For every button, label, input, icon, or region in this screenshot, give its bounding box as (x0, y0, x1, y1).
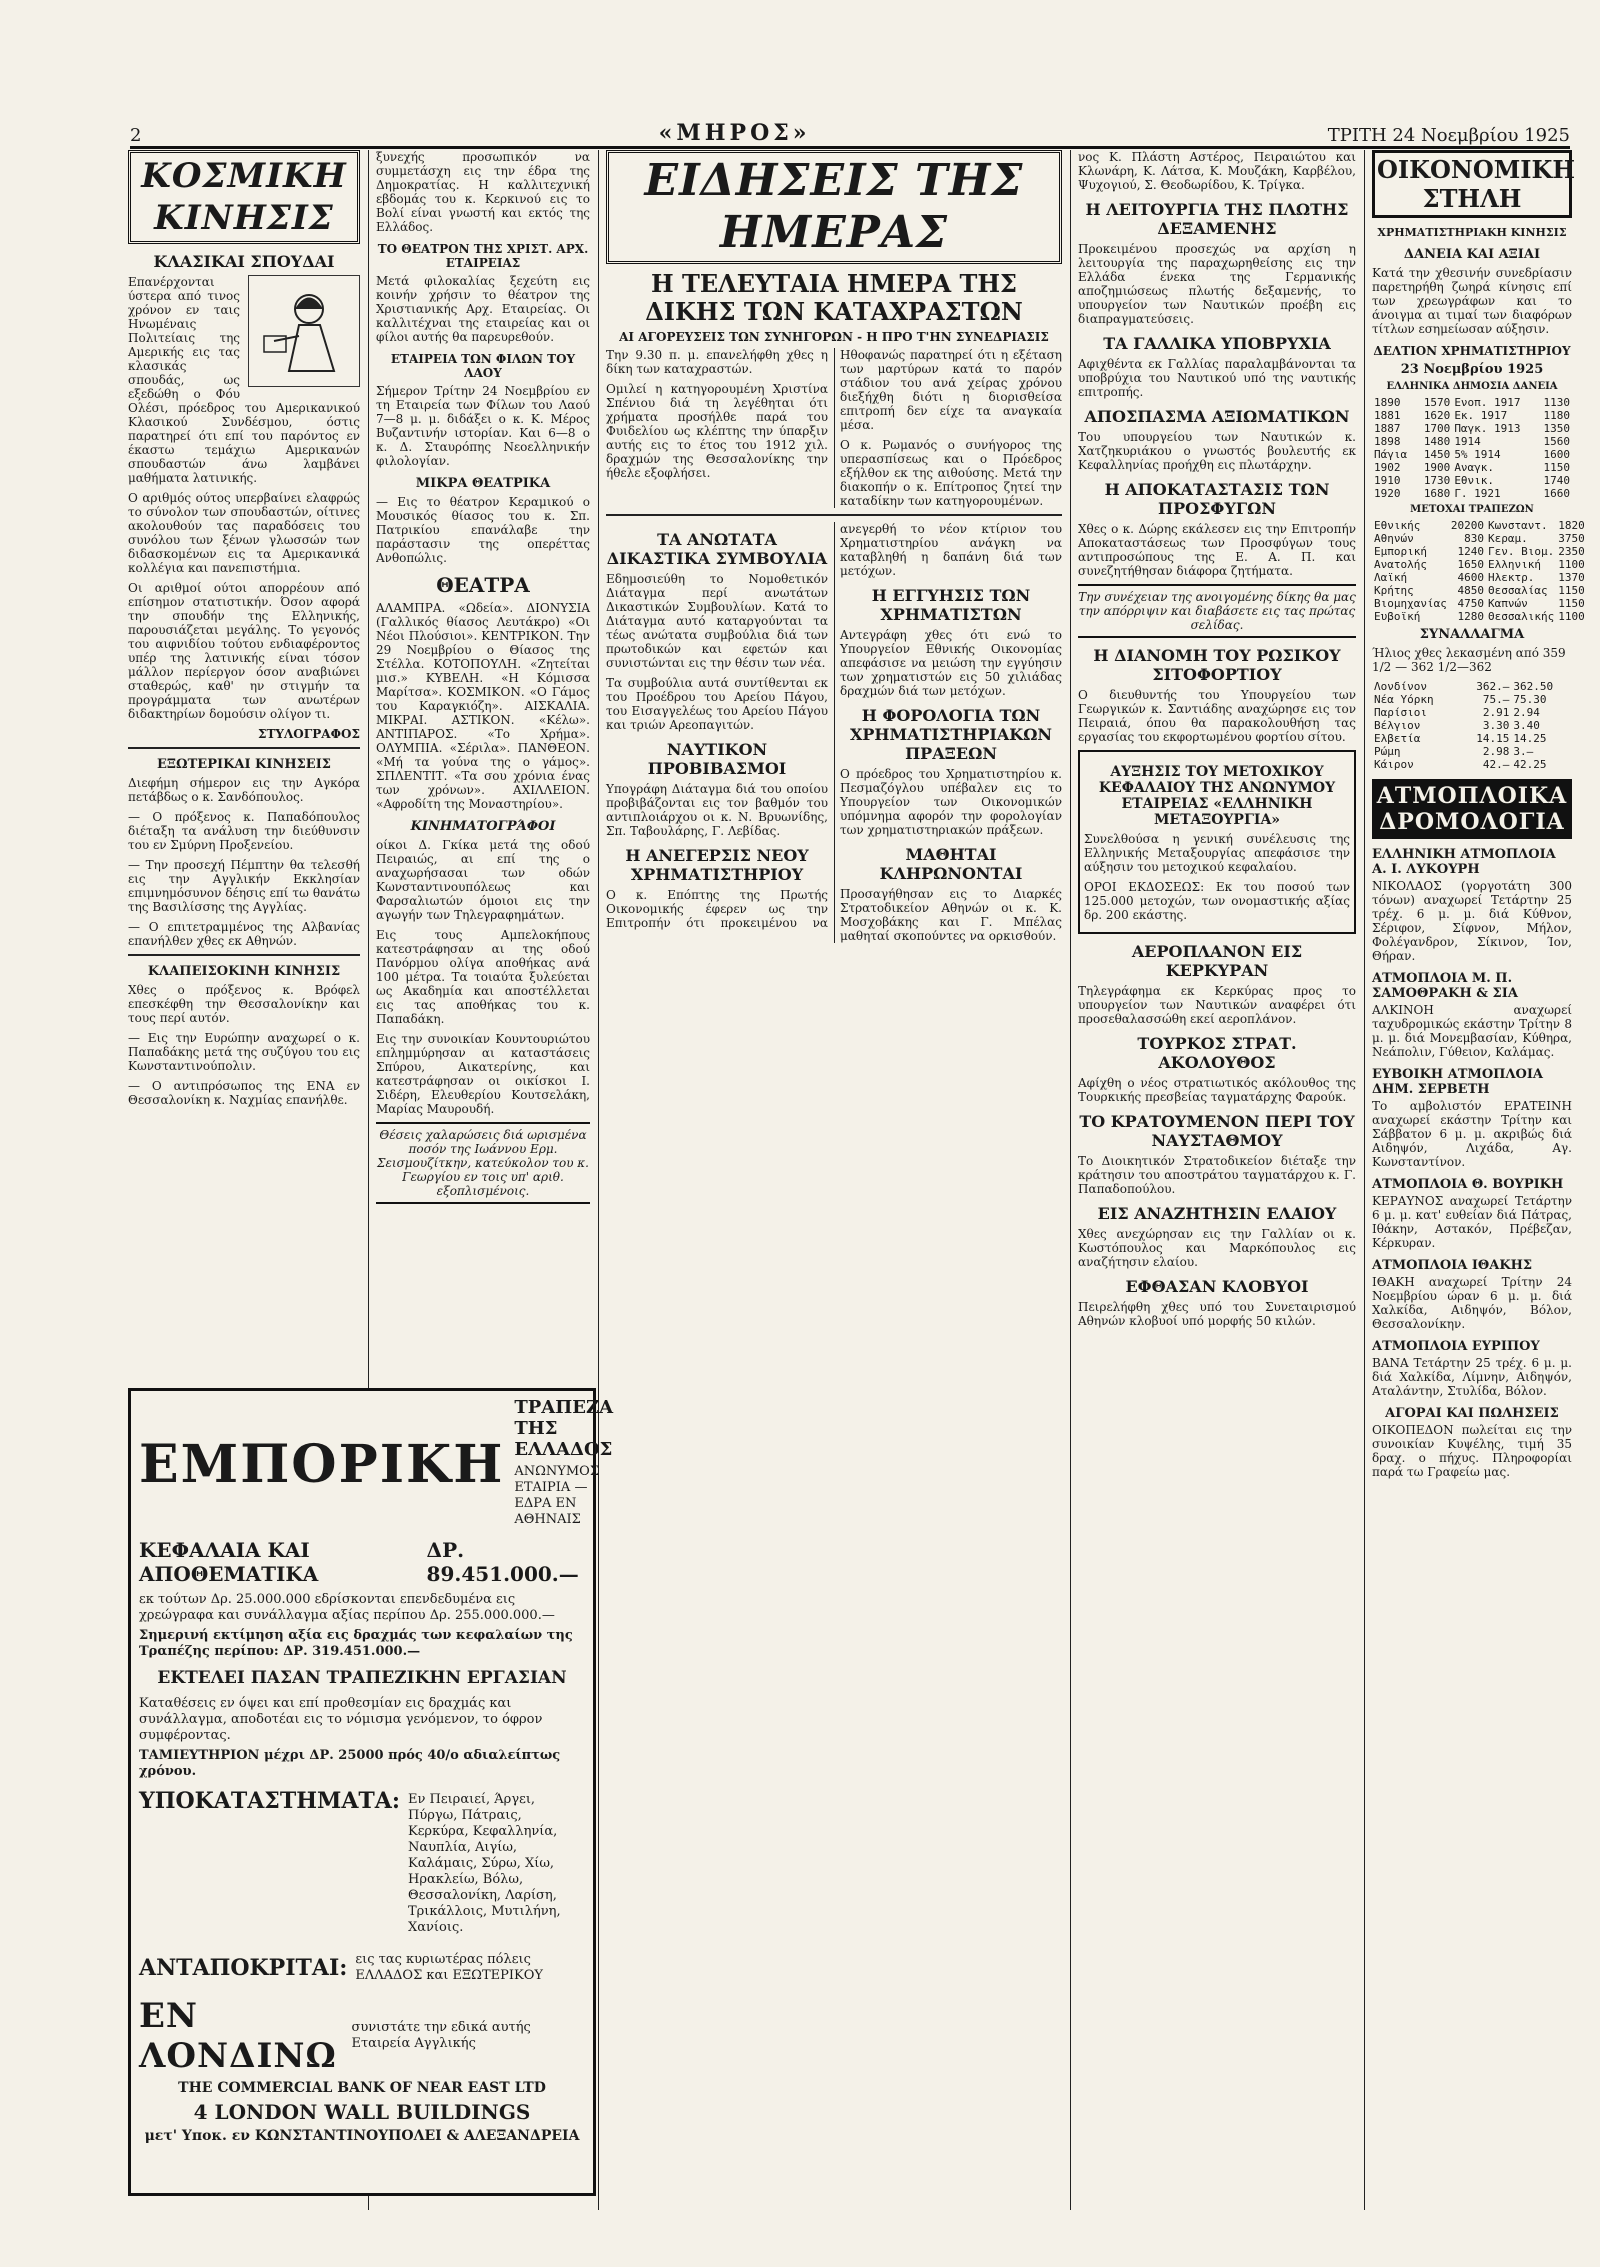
investment-text: εκ τούτων Δρ. 25.000.000 εδρίσκονται επενδεδυμένα εις χρεώγραφα και συνάλλαγμα αξίας περίπου Δρ. 255.000.000.— (139, 1592, 555, 1623)
paragraph: — Εις την Ευρώπην αναχωρεί ο κ. Παπαδάκης μετά της συζύγου του εις Κωνσταντινούπολιν. (128, 1031, 360, 1073)
table-cell: Ηλεκτρ. (1487, 571, 1535, 584)
capital-row (139, 1538, 585, 1586)
table-row (1372, 680, 1572, 693)
table-cell: 1180 (1543, 409, 1570, 422)
paragraph: Συνελθούσα η γενική συνέλευσις της Ελληνικής Μεταξουργίας απεφάσισε την αύξησιν του μετοχικού κεφαλαίου. (1084, 832, 1350, 874)
paragraph: Προσαγήθησαν εις το Διαρκές Στρατοδικείον Αθηνών οι κ. Κ. Μοσχοβάκης και Γ. Μπέλας μαθηταί σκοπούντες να ορκισθούν. (840, 887, 1062, 943)
table-row (1372, 474, 1572, 487)
table-row (1372, 693, 1572, 706)
table-cell: 1150 (1558, 597, 1585, 610)
table-cell: 1600 (1543, 448, 1570, 461)
article-headline: ΜΑΘΗΤΑΙ ΚΛΗΡΩΝΟΝΤΑΙ (879, 845, 1023, 883)
article-headline: ΕΤΑΙΡΕΙΑ ΤΩΝ ΦΙΛΩΝ ΤΟΥ ΛΑΟΥ (390, 352, 576, 380)
london-text: συνιστάτε την εδικά αυτής Εταιρεία Αγγλικής (351, 2020, 531, 2051)
bulletin-headline: ΔΕΛΤΙΟΝ ΧΡΗΜΑΤΙΣΤΗΡΙΟΥ (1373, 344, 1571, 358)
notice-headline: ΑΥΞΗΣΙΣ ΤΟΥ ΜΕΤΟΧΙΚΟΥ ΚΕΦΑΛΑΙΟΥ ΤΗΣ ΑΝΩΝΥΜΟΥ ΕΤΑΙΡΕΙΑΣ «ΕΛΛΗΝΙΚΗ ΜΕΤΑΞΟΥΡΓΙΑ» (1098, 764, 1336, 828)
notice-box: Την συνέχειαν της ανοιγομένης δίκης θα μας την απόρριψιν και διαβάσετε εις τας πρώτας σελίδας. (1078, 584, 1356, 638)
article-headline: ΤΑ ΑΝΩΤΑΤΑ ΔΙΚΑΣΤΙΚΑ ΣΥΜΒΟΥΛΙΑ (606, 530, 828, 568)
table-cell: 1560 (1543, 435, 1570, 448)
main-headline: Η ΤΕΛΕΥΤΑΙΑ ΗΜΕΡΑ ΤΗΣ ΔΙΚΗΣ ΤΩΝ ΚΑΤΑΧΡΑΣΤΩΝ (645, 269, 1023, 326)
table-cell: 1887 (1374, 422, 1401, 435)
table-cell: 1130 (1543, 396, 1570, 409)
table-cell: Θεσσαλίας (1487, 584, 1548, 597)
table-cell: Ανατολής (1374, 558, 1427, 571)
shipping-line-heading: ΑΤΜΟΠΛΟΙΑ ΙΘΑΚΗΣ (1372, 1258, 1533, 1273)
paragraph: Προκειμένου προσεχώς να αρχίση η λειτουργία της παραχωρηθείσης εις την Ελλάδα ένεκα της Γερμανικής αποζημιώσεως πλωτής δεξαμενής, το υπουργείον των Ναυτικών προέβη εις διαπραγματεύσεις. (1078, 242, 1356, 326)
paper-name: «ΜΗΡΟΣ» (658, 120, 811, 146)
table-cell: 1100 (1558, 610, 1585, 623)
table-cell: Λονδίνον (1374, 680, 1427, 693)
paragraph: Χθες ο κ. Δώρης εκάλεσεν εις την Επιτροπήν Αποκαταστάσεως των Προσφύγων τους αντιπροσώπους της Ε. Α. Π. και συνεζητήθησαν διάφορα ζητήματα. (1078, 522, 1356, 578)
paragraph: Επανέρχονται ύστερα από τινος χρόνον εν ταις Ηνωμέναις Πολιτείαις της Αμερικής εις τας κλασικάς σπουδάς, ως εξεδώθη ο Φόυ Ολέσι, πρόεδρος του Αμερικανικού Κλασικού Συνδέσμου, όστις παρατηρεί ότι επί του παρόντος εν έκαστω τεμάχιω Αμερικανών σπουδαστών άνω λαμβάνει μαθήματα λατινικής. (128, 275, 360, 485)
paragraph: ΑΛΑΜΠΡΑ. «Ωδεία». ΔΙΟΝΥΣΙΑ (Γαλλικός θίασος Λευτάκρο) «Οι Νέοι Πλούσιοι». ΚΕΝΤΡΙΚΟΝ. Την 29 Νοεμβρίου ο Θίασος της Στέλλα. ΚΟΤΟΠΟΥΛΗ. «Ζητείται μισ.» ΚΥΒΕΛΗ. «Η Κόμισσα Μαρίτσα». ΚΟΣΜΙΚΟΝ. «Ο Γάμος του Καραγκιόζη». ΑΙΣΚΑΛΙΑ. ΜΙΚΡΑΙ. ΑΣΤΙΚΟΝ. «Κέλω». ΑΝΤΙΠΑΡΟΣ. «Το Χρήμα». ΟΛΥΜΠΙΑ. «Σέριλα». ΠΑΝΘΕΟΝ. «Μή τα γούνα της ο γάμος». ΣΠΛΕΝΤΙΤ. «Τα σου χρόνια ένας των χρόνων». ΑΧΙΛΛΕΙΟΝ. «Αφροδίτη της Μοναστηρίου». (376, 601, 590, 811)
table-cell: Παγκ. 1913 (1454, 422, 1521, 435)
bank-name: ΕΜΠΟΡΙΚΗ (139, 1433, 505, 1495)
loans-table (1372, 396, 1572, 500)
branches-text: Εν Πειραιεί, Άργει, Πύργω, Πάτραις, Κερκύρα, Κεφαλληνία, Ναυπλία, Αιγίω, Καλάμαις, Σύρω, Χίω, Ηρακλείω, Βόλω, Θεσσαλονίκη, Λαρίση, Τρικάλλοις, Μυτιλήνη, Χανίοις. (407, 1792, 561, 1935)
table-cell: Κάιρον (1374, 758, 1414, 771)
paragraph: Ο κ. Ρωμανός ο συνήγορος της υπερασπίσεως και ο Πρόεδρος εξήλθον εκ της αιθούσης. Μετά την διακοπήν ο κ. Επίτροπος ζητεί την καταδίκην των κατηγορουμένων. (840, 438, 1062, 508)
table-cell: 20200 (1450, 519, 1484, 532)
table-row (1372, 706, 1572, 719)
shipping-line-heading: ΕΥΒΟΙΚΗ ΑΤΜΟΠΛΟΙΑ ΔΗΜ. ΣΕΡΒΕΤΗ (1372, 1067, 1544, 1097)
article-headline: ΕΞΩΤΕΡΙΚΑΙ ΚΙΝΗΣΕΙΣ (157, 757, 331, 772)
divider (128, 954, 360, 956)
savings-text: ΤΑΜΙΕΥΤΗΡΙΟΝ μέχρι ΔΡ. 25000 πρός 40/ο αδιαλείπτως χρόνου. (139, 1748, 561, 1779)
main-subheadline: ΑΙ ΑΓΟΡΕΥΣΕΙΣ ΤΩΝ ΣΥΝΗΓΟΡΩΝ - Η ΠΡΟ Τ'ΗΝ ΣΥΝΕΔΡΙΑΣΙΣ (619, 330, 1049, 344)
article-headline: Η ΑΝΕΓΕΡΣΙΣ ΝΕΟΥ ΧΡΗΜΑΤΙΣΤΗΡΙΟΥ (625, 846, 809, 884)
table-cell: 1150 (1558, 584, 1585, 597)
paragraph: Εδημοσιεύθη το Νομοθετικόν Διάταγμα περί ανωτάτων Δικαστικών Συμβουλίων. Κατά το Διάταγμα αυτό καταργούνται τα τέως ανώτατα συμβούλια διά των πρωτοδικών και εφετών και συνιστώνται εις την θέσιν των νέα. (606, 572, 828, 670)
paragraph: Εις τους Αμπελοκήπους κατεστράφησαν αι της οδού Πανόρμου ολίγα αποθήκας ανά 100 μέτρα. Τα τοιαύτα ξυλεύεται ως Ακαδημία και αποστέλλεται εις τας αποθήκας του κ. Παπαδάκη. (376, 928, 590, 1026)
paragraph: Ο κ. Επόπτης της Πρωτής Οικονομικής έφερεν ως την Επιτροπήν ότι προκειμένου να ανεγερθή το νέον κτίριον του Χρηματιστηρίου ανάγκη να καταβληθή η δαπάνη διά των μετόχων. (606, 522, 1062, 930)
table-cell: Λαϊκή (1374, 571, 1408, 584)
table-cell: Εθνικ. (1454, 474, 1495, 487)
masthead (130, 120, 1570, 149)
table-cell: 1881 (1374, 409, 1401, 422)
table-cell: 2350 (1558, 545, 1585, 558)
table-cell: Γεν. Βιομ. (1487, 545, 1555, 558)
paragraph: Αντεγράφη χθες ότι ενώ το Υπουργείον Εθνικής Οικονομίας απεφάσισε να μειώση την εγγύησιν των χρηματιστών εις 50 χιλιάδας δραχμών διά των μετόχων. (840, 628, 1062, 698)
table-cell: Εκ. 1917 (1454, 409, 1508, 422)
table-cell: 1890 (1374, 396, 1401, 409)
shipping-line-heading: ΑΤΜΟΠΛΟΙΑ ΕΥΡΙΠΟΥ (1372, 1339, 1540, 1354)
column-society (128, 150, 360, 1370)
article-headline: Η ΦΟΡΟΛΟΓΙΑ ΤΩΝ ΧΡΗΜΑΤΙΣΤΗΡΙΑΚΩΝ ΠΡΑΞΕΩΝ (849, 706, 1053, 763)
article-headline: ΔΑΝΕΙΑ ΚΑΙ ΑΞΙΑΙ (1403, 247, 1541, 262)
table-cell: 1480 (1423, 435, 1451, 448)
woman-figure-icon (254, 281, 354, 381)
table-cell: 1620 (1423, 409, 1451, 422)
paragraph: Ομιλεί η κατηγορουμένη Χριστίνα Σπένιου διά τη λεγέθηται ότι χρήματα προσήλθε παρά του Φυιδελίου ως κλέπτης την ύπαρξιν αυτής εις το έτος του 1912 χιλ. δραχμών της Θεσσαλονίκης την ήθελε εξοφλήσει. (606, 382, 828, 480)
london-address: 4 LONDON WALL BUILDINGS (193, 2100, 531, 2124)
table-row (1372, 732, 1572, 745)
paragraph: — Ο πρόξενος κ. Παπαδόπουλος διέταξη τα ανάλυση την διεύθυνσιν του εν Σμύρνη Προξενείου. (128, 810, 360, 852)
table-cell: 75.— (1482, 693, 1510, 706)
article-headline: ΤΟ ΚΡΑΤΟΥΜΕΝΟΝ ΠΕΡΙ ΤΟΥ ΝΑΥΣΤΑΘΜΟΥ (1079, 1112, 1355, 1150)
paragraph: ΟΡΟΙ ΕΚΔΟΣΕΩΣ: Εκ του ποσού των 125.000 μετοχών, των ονομαστικής αξίας δρ. 200 εκάστης. (1084, 880, 1350, 922)
table-row (1372, 519, 1587, 532)
paragraph: οίκοι Δ. Γκίκα μετά της οδού Πειραιώς, αι επί της ο αναχωρήσασαι των οδών Κωνσταντινουπόλεως και Φαρσαλιωτών όμοιοι εις την αγωγήν των Τηλεγραφημάτων. (376, 838, 590, 922)
table-cell: 1910 (1374, 474, 1401, 487)
capital-label: ΚΕΦΑΛΑΙΑ ΚΑΙ ΑΠΟΘΕΜΑΤΙΚΑ (139, 1538, 319, 1586)
shipping-banner: ΑΤΜΟΠΛΟΙΚΑ ΔΡΟΜΟΛΟΓΙΑ (1372, 779, 1572, 839)
shipping-schedule: Το αμβολιστόν ΕΡΑΤΕΙΝΗ αναχωρεί εκάστην Τρίτην και Σάββατον 6 μ. μ. ακριβώς διά Αιδηψόν, Λιχάδα, Αγ. Κωνσταντίνον. (1372, 1099, 1572, 1169)
bulletin-date: 23 Νοεμβρίου 1925 (1400, 362, 1544, 377)
table-cell: Παρίσιοι (1374, 706, 1427, 719)
table-cell: 1570 (1423, 396, 1451, 409)
paragraph: Οι αριθμοί ούτοι απορρέουν από επίσημον στατιστικήν. Όσον αφορά την σπουδήν της Ελληνικής, παρουσιάζεται μεγάλης. Το γεγονός του αιφνιδίου τούτου ενδιαφέροντος υπέρ της λατινικής είναι τόσον μάλλον περίεργον όσον αναβιώνει σταθερώς, καθ' ην στιγμήν τα προγράμματα των ανωτέρων διδακτηρίων δομούσιν ολίγον τι. (128, 581, 360, 721)
paragraph: — Εις το θέατρον Κεραμικού ο Μουσικός θίασος του κ. Σπ. Πατρικίου επανάλαβε την παράστασιν της οπερέττας Ανθοπώλις. (376, 495, 590, 565)
branches-footer: μετ' Υποκ. εν ΚΩΝΣΤΑΝΤΙΝΟΥΠΟΛΕΙ & ΑΛΕΞΑΝΔΡΕΙΑ (144, 2128, 580, 2144)
paragraph: Ο αριθμός ούτος υπερβαίνει ελαφρώς το σύνολον των σπουδαστών, οίτινες ακολουθούν τας παραδόσεις του συνόλου των ξένων γλωσσών των διδασκομένων εις τα Αμερικανικά κολλέγια και πανεπιστήμια. (128, 491, 360, 575)
shipping-schedule: ΙΘΑΚΗ αναχωρεί Τρίτην 24 Νοεμβρίου ώραν 6 μ. μ. διά Χαλκίδα, Αιδηψόν, Βόλον, Θεσσαλονίκην. (1372, 1275, 1572, 1331)
table-cell: Γ. 1921 (1454, 487, 1501, 500)
article-headline: Η ΑΠΟΚΑΤΑΣΤΑΣΙΣ ΤΩΝ ΠΡΟΣΦΥΓΩΝ (1104, 480, 1330, 518)
column-rule (1070, 150, 1071, 2210)
table-cell: Ελβετία (1374, 732, 1421, 745)
table-cell: Καπνών (1487, 597, 1528, 610)
column-theatre (376, 150, 590, 1370)
london-label: ΕΝ ΛΟΝΔΙΝΩ (139, 1996, 337, 2076)
section-title: ΚΟΣΜΙΚΗ ΚΙΝΗΣΙΣ (128, 150, 360, 244)
table-cell: 362.50 (1513, 680, 1554, 693)
table-cell: Πάγια (1374, 448, 1408, 461)
table-cell: 1740 (1543, 474, 1570, 487)
article-headline: ΑΕΡΟΠΛΑΝΟΝ ΕΙΣ ΚΕΡΚΥΡΑΝ (1131, 942, 1303, 980)
table-cell: 1680 (1423, 487, 1451, 500)
table-cell: 14.25 (1513, 732, 1547, 745)
shipping-schedule: ΑΛΚΙΝΟΗ αναχωρεί ταχυδρομικώς εκάστην Τρίτην 8 μ. μ. διά Μονεμβασίαν, Κύθηρα, Νεάπολιν, Γύθειον, Καλάμας. (1372, 1003, 1572, 1059)
table-row (1372, 532, 1587, 545)
paragraph: Διεφήμη σήμερον εις την Αγκόρα πετάβδως ο κ. Σανδόπουλος. (128, 776, 360, 804)
banks-heading: ΜΕΤΟΧΑΙ ΤΡΑΠΕΖΩΝ (1410, 504, 1534, 515)
table-row (1372, 461, 1572, 474)
news-banner: ΕΙΔΗΣΕΙΣ ΤΗΣ ΗΜΕΡΑΣ (606, 150, 1062, 264)
paragraph: Τηλεγράφημα εκ Κερκύρας προς το υπουργείον των Ναυτικών αναφέρει ότι προσεθαλασσώθη εκεί αεροπλάνον. (1078, 984, 1356, 1026)
table-cell: 362.— (1476, 680, 1510, 693)
article-headline: ΧΡΗΜΑΤΙΣΤΗΡΙΑΚΗ ΚΙΝΗΣΙΣ (1377, 226, 1567, 239)
shipping-line-heading: ΕΛΛΗΝΙΚΗ ΑΤΜΟΠΛΟΙΑ Α. Ι. ΛΥΚΟΥΡΗ (1372, 847, 1556, 877)
table-row (1372, 558, 1587, 571)
column-news (606, 150, 1062, 2210)
column-news-2 (1078, 150, 1356, 2210)
loans-heading: ΕΛΛΗΝΙΚΑ ΔΗΜΟΣΙΑ ΔΑΝΕΙΑ (1386, 381, 1558, 392)
table-cell: Κεραμ. (1487, 532, 1528, 545)
shipping-schedule: ΝΙΚΟΛΑΟΣ (γοργοτάτη 300 τόνων) αναχωρεί Τετάρτην 25 τρέχ. 6 μ. μ. διά Κύθνον, Σέριφον, Σίφνον, Μήλον, Φολέγανδρον, Σίκινον, Ίον, Θήραν. (1372, 879, 1572, 963)
column-rule (1364, 150, 1365, 2210)
table-cell: Ελληνική (1487, 558, 1541, 571)
table-cell: Αναγκ. (1454, 461, 1495, 474)
paragraph: Πειρελήφθη χθες υπό του Συνεταιρισμού Αθηνών κλοβυοί υπό μορφής 50 κιλών. (1078, 1300, 1356, 1328)
article-headline: ΕΙΣ ΑΝΑΖΗΤΗΣΙΝ ΕΛΑΙΟΥ (1097, 1204, 1337, 1223)
table-row (1372, 610, 1587, 623)
table-cell: 5% 1914 (1454, 448, 1501, 461)
table-cell: Κωνσταντ. (1487, 519, 1548, 532)
table-cell: 1898 (1374, 435, 1401, 448)
article-headline: Η ΔΙΑΝΟΜΗ ΤΟΥ ΡΩΣΙΚΟΥ ΣΙΤΟΦΟΡΤΙΟΥ (1093, 646, 1341, 684)
column-rule (598, 150, 599, 2210)
article-headline: Η ΛΕΙΤΟΥΡΓΙΑ ΤΗΣ ΠΛΩΤΗΣ ΔΕΞΑΜΕΝΗΣ (1085, 200, 1349, 238)
paragraph: — Ο επιτετραμμένος της Αλβανίας επανήλθεν χθες εκ Αθηνών. (128, 920, 360, 948)
table-cell: 1900 (1423, 461, 1451, 474)
article-headline: ΜΙΚΡΑ ΘΕΑΤΡΙΚΑ (415, 476, 551, 491)
paragraph: Αφίχθη ο νέος στρατιωτικός ακόλουθος της Τουρκικής πρεσβείας ταγματάρχης Φαρούκ. (1078, 1076, 1356, 1104)
table-row (1372, 597, 1587, 610)
table-cell: 1914 (1454, 435, 1481, 448)
paragraph: Το Διοικητικόν Στρατοδικείον διέταξε την κράτησιν του αποστράτου ταγματάρχου κ. Γ. Παπαδοπούλου. (1078, 1154, 1356, 1196)
table-cell: Νέα Υόρκη (1374, 693, 1434, 706)
article-headline: ΤΟ ΘΕΑΤΡΟΝ ΤΗΣ ΧΡΙΣΤ. ΑΡΧ. ΕΤΑΙΡΕΙΑΣ (377, 242, 589, 270)
table-cell: 3.30 (1482, 719, 1510, 732)
notice-box: Θέσεις χαλαρώσεις διά ωρισμένα ποσόν της Ιωάννου Ερμ. Σεισμουζίτκην, κατεύκολον του κ. Γεωργίου εν τοις υπ' αριθ. εξοπλισμένοις. (376, 1122, 590, 1204)
illustration-figure (248, 275, 360, 387)
article-headline: ΘΕΑΤΡΑ (436, 573, 530, 597)
table-cell: Θεσσαλικής (1487, 610, 1555, 623)
paragraph: Υπογράφη Διάταγμα διά του οποίου προβιβάζονται εις τον βαθμόν του αντιπλοιάρχου οι κ. Ν. Βρυωνίδης, Σπ. Ταβουλάρης, Γ. Λεβίδας. (606, 782, 828, 838)
correspondents-text: εις τας κυριωτέρας πόλεις ΕΛΛΑΔΟΣ και ΕΞΩΤΕΡΙΚΟΥ (355, 1952, 543, 1983)
shipping-schedule: ΚΕΡΑΥΝΟΣ αναχωρεί Τετάρτην 6 μ. μ. κατ' ευθείαν διά Πάτρας, Ιθάκην, Αστακόν, Πρέβεζαν, Κέρκυραν. (1372, 1194, 1572, 1250)
table-cell: 830 (1464, 532, 1484, 545)
table-cell: 3750 (1558, 532, 1585, 545)
table-cell: 1902 (1374, 461, 1401, 474)
column-economics (1372, 150, 1585, 2210)
table-cell: Ρώμη (1374, 745, 1401, 758)
article-headline: ΝΑΥΤΙΚΟΝ ΠΡΟΒΙΒΑΣΜΟΙ (647, 740, 787, 778)
services-heading: ΕΚΤΕΛΕΙ ΠΑΣΑΝ ΤΡΑΠΕΖΙΚΗΝ ΕΡΓΑΣΙΑΝ (157, 1668, 567, 1688)
table-cell: Ενοπ. 1917 (1454, 396, 1521, 409)
classifieds-heading: ΑΓΟΡΑΙ ΚΑΙ ΠΩΛΗΣΕΙΣ (1385, 1406, 1559, 1421)
valuation-text: Σημερινή εκτίμηση αξία εις δραχμάς των κεφαλαίων της Τραπέζης περίπου: ΔΡ. 319.451.000.— (139, 1628, 573, 1659)
table-cell: 1350 (1543, 422, 1570, 435)
table-cell: 1150 (1543, 461, 1570, 474)
divider (128, 747, 360, 749)
table-cell: 2.91 (1482, 706, 1510, 719)
paragraph: ξυνεχής προσωπικόν να συμμετάσχη εις την έδρα της Δημοκρατίας. Η καλλιτεχνική εβδομάς του κ. Κερκινού εις το Βολί είναι γνωστή και εκτός της Ελλάδος. (376, 150, 590, 234)
branches-label: ΥΠΟΚΑΤΑΣΤΗΜΑΤΑ: (139, 1788, 400, 1814)
issue-date: ΤΡΙΤΗ 24 Νοεμβρίου 1925 (1327, 125, 1570, 146)
paragraph: Ο διευθυντής του Υπουργείου των Γεωργικών κ. Σαντιάδης αναχώρησε εις τον Πειραιά, όπου θα παρακολουθήση τας εργασίας του εκφορτωμένου φορτίου σίτου. (1078, 688, 1356, 744)
shipping-line-heading: ΑΤΜΟΠΛΟΙΑ Μ. Π. ΣΑΜΟΘΡΑΚΗ & ΣΙΑ (1372, 971, 1518, 1001)
divider (606, 514, 1062, 516)
bank-seat: ΑΝΩΝΥΜΟΣ ΕΤΑΙΡΙΑ — ΕΔΡΑ ΕΝ ΑΘΗΝΑΙΣ (514, 1464, 600, 1527)
table-row (1372, 396, 1572, 409)
paragraph: Τα συμβούλια αυτά συντίθενται εκ του Προέδρου του Αρείου Πάγου, του Εισαγγελέως του Αρείου Πάγου και τριών Αρεοπαγιτών. (606, 676, 828, 732)
table-row (1372, 487, 1572, 500)
table-cell: 42.— (1482, 758, 1510, 771)
correspondents-label: ΑΝΤΑΠΟΚΡΙΤΑΙ: (139, 1955, 348, 1981)
table-row (1372, 745, 1572, 758)
table-cell: 2.94 (1513, 706, 1540, 719)
paragraph: Εις την συνοικίαν Κουντουριώτου επλημμύρησαν αι καταστάσεις Σπύρου, Αικατερίνης, και κατεστράφησαν οι οικίσκοι Ι. Σιδέρη, Ελευθερίου Κουτσελάκη, Μαρίας Μαυρουδή. (376, 1032, 590, 1116)
article-headline: ΤΑ ΓΑΛΛΙΚΑ ΥΠΟΒΡΥΧΙΑ (1103, 334, 1331, 353)
table-cell: 1100 (1558, 558, 1585, 571)
classified-ad: ΟΙΚΟΠΕΔΟΝ πωλείται εις την συνοικίαν Κυψέλης, τιμή 35 δραχ. ο πήχυς. Πληροφορίαι παρά τω Γραφείω μας. (1372, 1423, 1572, 1479)
table-row (1372, 545, 1587, 558)
economics-banner: ΟΙΚΟΝΟΜΙΚΗ ΣΤΗΛΗ (1372, 150, 1572, 218)
paragraph: Μετά φιλοκαλίας ξεχεύτη εις κοινήν χρήσιν το θέατρον της Χριστιανικής Αρχ. Εταιρείας. Οι καλλιτέχναι της εταιρείας και οι φίλοι αυτής θα παρευρεθούν. (376, 274, 590, 344)
paragraph: Ηθοφανώς παρατηρεί ότι η εξέταση των μαρτύρων κατά το παρόν στάδιον του ανά χείρας χρόνου διεξήχθη διότι η διορισθείσα επιτροπή δεν είχε τα αναγκαία μέσα. (840, 348, 1062, 432)
table-cell: 1450 (1423, 448, 1451, 461)
table-cell: 4850 (1457, 584, 1484, 597)
table-cell: 1370 (1558, 571, 1585, 584)
table-row (1372, 571, 1587, 584)
table-cell: 1660 (1543, 487, 1570, 500)
article-headline: ΕΦΘΑΣΑΝ ΚΛΟΒΥΟΙ (1125, 1277, 1309, 1296)
signature: ΣΤΥΛΟΓΡΑΦΟΣ (258, 727, 360, 741)
bank-advertisement (128, 1388, 614, 2196)
banks-table (1372, 519, 1587, 623)
table-cell: Βέλγιον (1374, 719, 1421, 732)
table-cell: 1730 (1423, 474, 1451, 487)
rates-note: Ήλιος χθες λεκασμένη από 359 1/2 — 362 1/2—362 (1372, 646, 1566, 674)
paragraph: Του υπουργείου των Ναυτικών κ. Χατζηκυριάκου ο γνωστός βουλευτής εκ Κεφαλληνίας προήχθη εις πλωτάρχην. (1078, 430, 1356, 472)
article-headline: ΚΛΑΠΕΙΣΟΚΙΝΗ ΚΙΝΗΣΙΣ (147, 964, 341, 979)
table-cell: 3.— (1513, 745, 1534, 758)
london-bank-name: THE COMMERCIAL BANK OF NEAR EAST LTD (178, 2080, 546, 2096)
table-row (1372, 584, 1587, 597)
table-cell: 1820 (1558, 519, 1585, 532)
table-row (1372, 409, 1572, 422)
table-cell: 1280 (1457, 610, 1484, 623)
table-row (1372, 422, 1572, 435)
article-headline: ΤΟΥΡΚΟΣ ΣΤΡΑΤ. ΑΚΟΛΟΥΘΟΣ (1137, 1034, 1297, 1072)
table-row (1372, 435, 1572, 448)
article-headline: ΚΙΝΗΜΑΤΟΓΡΆΦΟΙ (410, 819, 556, 834)
page-number: 2 (130, 125, 142, 146)
table-cell: 3.40 (1513, 719, 1540, 732)
rates-heading: ΣΥΝΑΛΛΑΓΜΑ (1419, 627, 1525, 642)
table-cell: Ευβοϊκή (1374, 610, 1421, 623)
services-text: Καταθέσεις εν όψει και επί προθεσμίαν εις δραχμάς και συνάλλαγμα, αποδοτέαι εις το νόμισμα γενόμενον, το όφρον συμφέροντας. (139, 1696, 543, 1743)
capital-value: ΔΡ. 89.451.000.— (426, 1538, 579, 1586)
table-cell: Εμπορική (1374, 545, 1427, 558)
paragraph: Την 9.30 π. μ. επανελήφθη χθες η δίκη των καταχραστών. (606, 348, 828, 376)
article-headline: Η ΕΓΓΥΗΣΙΣ ΤΩΝ ΧΡΗΜΑΤΙΣΤΩΝ (871, 586, 1031, 624)
table-cell: 2.98 (1482, 745, 1510, 758)
table-cell: Αθηνών (1374, 532, 1414, 545)
table-cell: 1700 (1423, 422, 1451, 435)
paragraph: Χθες ο πρόξενος κ. Βρόφελ επεσκέφθη την Θεσσαλονίκην και τους περί αυτόν. (128, 983, 360, 1025)
paragraph: — Την προσεχή Πέμπτην θα τελεσθή εις την Αγγλικήν Εκκλησίαν επιμνημόσυνον δέησις επί τω θανάτω της Βασιλίσσης της Αγγλίας. (128, 858, 360, 914)
article-headline: ΚΛΑΣΙΚΑΙ ΣΠΟΥΔΑΙ (153, 252, 335, 271)
table-row (1372, 758, 1572, 771)
table-cell: 1240 (1457, 545, 1484, 558)
paragraph: Κατά την χθεσινήν συνεδρίασιν παρετηρήθη ζωηρά κίνησις επί των χρεωγράφων και το άνοιγμα αι τιμαί των διαφόρων τίτλων εσημείωσαν αύξησιν. (1372, 266, 1572, 336)
table-cell: 14.15 (1476, 732, 1510, 745)
table-cell: 1650 (1457, 558, 1484, 571)
table-row (1372, 719, 1572, 732)
article-headline: ΑΠΟΣΠΑΣΜΑ ΑΞΙΩΜΑΤΙΚΩΝ (1084, 407, 1350, 426)
table-cell: Βιομηχανίας (1374, 597, 1447, 610)
paragraph: Σήμερον Τρίτην 24 Νοεμβρίου εν τη Εταιρεία των Φίλων του Λαού 7—8 μ. μ. διδάξει ο κ. Κ. Μέρος Βυζαντινήν ιστορίαν. Και 6—8 ο κ. Δ. Σταυρόπης Νεοελληνικήν φιλολογίαν. (376, 384, 590, 468)
exchange-rates-table (1372, 680, 1572, 771)
table-cell: 4600 (1457, 571, 1484, 584)
table-cell: Κρήτης (1374, 584, 1414, 597)
paragraph: νος Κ. Πλάστη Αστέρος, Πειραιώτου και Κλωνάρη, Κ. Λάτσα, Κ. Μουζάκη, Καρβέλου, Ψυχογιού, Σ. Θεοδωρίδου, Κ. Τρίγκα. (1078, 150, 1356, 192)
paragraph: — Ο αντιπρόσωπος της ΕΝΑ εν Θεσσαλονίκη κ. Ναχμίας επανήλθε. (128, 1079, 360, 1107)
paragraph: Ο πρόεδρος του Χρηματιστηρίου κ. Πεσμαζόγλου υπέβαλεν εις το Υπουργείον των Οικονομικών υπόμνημα αφορόν την φορολογίαν των χρηματιστηριακών πράξεων. (840, 767, 1062, 837)
table-cell: Εθνικής (1374, 519, 1421, 532)
table-cell: 75.30 (1513, 693, 1547, 706)
paragraph: Αφιχθέντα εκ Γαλλίας παραλαμβάνονται τα υποβρύχια του Ναυτικού υπό της ναυτικής επιτροπής. (1078, 357, 1356, 399)
table-cell: 42.25 (1513, 758, 1547, 771)
silk-company-notice (1078, 750, 1356, 934)
shipping-line-heading: ΑΤΜΟΠΛΟΙΑ Θ. ΒΟΥΡΙΚΗ (1372, 1177, 1564, 1192)
table-cell: 4750 (1457, 597, 1484, 610)
table-row (1372, 448, 1572, 461)
bank-subtitle: ΤΡΑΠΕΖΑ ΤΗΣ ΕΛΛΑΔΟΣ (514, 1397, 614, 1460)
paragraph: Χθες ανεχώρησαν εις την Γαλλίαν οι κ. Κωστόπουλος και Μαρκόπουλος εις αναζήτησιν ελαίου. (1078, 1227, 1356, 1269)
shipping-schedule: ΒΑΝΑ Τετάρτην 25 τρέχ. 6 μ. μ. διά Χαλκίδα, Λίμνην, Αιδηψόν, Αταλάντην, Στυλίδα, Βόλον. (1372, 1356, 1572, 1398)
table-cell: 1920 (1374, 487, 1401, 500)
